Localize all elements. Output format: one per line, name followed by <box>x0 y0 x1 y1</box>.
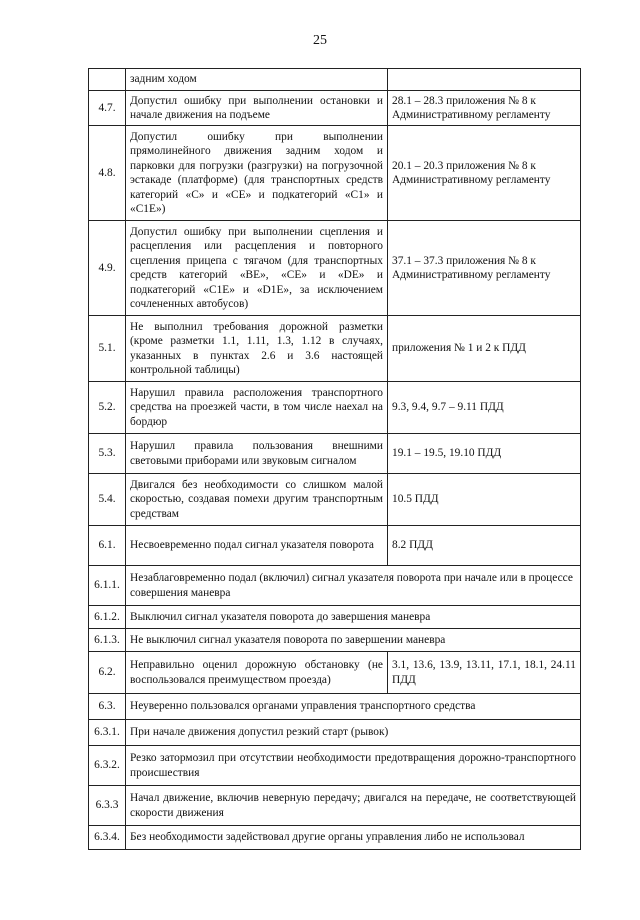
table-row <box>89 826 581 850</box>
table-row <box>89 126 581 221</box>
row-number: 6.1.1. <box>89 566 126 606</box>
row-reference <box>388 69 581 91</box>
row-reference: приложения № 1 и 2 к ПДД <box>388 316 581 382</box>
table-row <box>89 566 581 606</box>
row-number: 5.1. <box>89 316 126 382</box>
row-description: Нарушил правила расположения транспортного средства на проезжей части, в том числе наехал на бордюр <box>126 382 388 434</box>
page-number: 25 <box>313 33 327 48</box>
row-description: Не выполнил требования дорожной разметки (кроме разметки 1.1, 1.11, 1.3, 1.12 в случаях, указанных в пунктах 2.6 и 3.6 настоящей контрольной таблицы) <box>126 316 388 382</box>
table-row <box>89 316 581 382</box>
row-description: При начале движения допустил резкий старт (рывок) <box>126 720 581 746</box>
row-number: 6.3.2. <box>89 746 126 786</box>
violations-table <box>88 68 581 850</box>
table-row <box>89 221 581 316</box>
row-number: 6.1.2. <box>89 606 126 629</box>
table-row <box>89 694 581 720</box>
table-row <box>89 720 581 746</box>
row-description: Нарушил правила пользования внешними световыми приборами или звуковым сигналом <box>126 434 388 474</box>
row-number: 5.2. <box>89 382 126 434</box>
row-reference: 37.1 – 37.3 приложения № 8 к Административному регламенту <box>388 221 581 316</box>
row-description: Без необходимости задействовал другие органы управления либо не использовал <box>126 826 581 850</box>
row-number: 6.1.3. <box>89 629 126 652</box>
table-row <box>89 526 581 566</box>
row-number: 5.4. <box>89 474 126 526</box>
row-reference: 9.3, 9.4, 9.7 – 9.11 ПДД <box>388 382 581 434</box>
row-reference: 28.1 – 28.3 приложения № 8 к Административному регламенту <box>388 91 581 126</box>
table-row <box>89 474 581 526</box>
row-description: Несвоевременно подал сигнал указателя поворота <box>126 526 388 566</box>
row-description: Выключил сигнал указателя поворота до завершения маневра <box>126 606 581 629</box>
table-row <box>89 434 581 474</box>
row-description: Начал движение, включив неверную передачу; двигался на передаче, не соответствующей скорости движения <box>126 786 581 826</box>
row-description: задним ходом <box>126 69 388 91</box>
row-number: 4.7. <box>89 91 126 126</box>
row-description: Резко затормозил при отсутствии необходимости предотвращения дорожно-транспортного происшествия <box>126 746 581 786</box>
row-number: 6.3.4. <box>89 826 126 850</box>
row-description: Допустил ошибку при выполнении прямолинейного движения задним ходом и парковки для погрузки (разгрузки) на погрузочной эстакаде (платформе) (для транспортных средств категорий «С» и «СЕ» и подкатегорий «С1» и «С1Е») <box>126 126 388 221</box>
row-number: 6.3.1. <box>89 720 126 746</box>
row-description: Двигался без необходимости со слишком малой скоростью, создавая помехи другим транспортным средствам <box>126 474 388 526</box>
table-row <box>89 629 581 652</box>
row-number: 6.3. <box>89 694 126 720</box>
row-description: Не выключил сигнал указателя поворота по завершении маневра <box>126 629 581 652</box>
row-number: 4.8. <box>89 126 126 221</box>
row-reference: 19.1 – 19.5, 19.10 ПДД <box>388 434 581 474</box>
row-reference: 10.5 ПДД <box>388 474 581 526</box>
table-row <box>89 69 581 91</box>
row-description: Неуверенно пользовался органами управления транспортного средства <box>126 694 581 720</box>
row-number <box>89 69 126 91</box>
row-number: 6.3.3 <box>89 786 126 826</box>
row-number: 5.3. <box>89 434 126 474</box>
table-row <box>89 382 581 434</box>
row-number: 4.9. <box>89 221 126 316</box>
row-number: 6.2. <box>89 652 126 694</box>
row-description: Неправильно оценил дорожную обстановку (не воспользовался преимуществом проезда) <box>126 652 388 694</box>
row-description: Незаблаговременно подал (включил) сигнал указателя поворота при начале или в процессе совершения маневра <box>126 566 581 606</box>
table-row <box>89 652 581 694</box>
row-reference: 8.2 ПДД <box>388 526 581 566</box>
table-row <box>89 91 581 126</box>
table-row <box>89 746 581 786</box>
row-description: Допустил ошибку при выполнении остановки и начале движения на подъеме <box>126 91 388 126</box>
row-reference: 20.1 – 20.3 приложения № 8 к Административному регламенту <box>388 126 581 221</box>
table-row <box>89 786 581 826</box>
row-number: 6.1. <box>89 526 126 566</box>
row-description: Допустил ошибку при выполнении сцепления и расцепления или расцепления и повторного сцепления прицепа с тягачом (для транспортных средств категорий «ВЕ», «СЕ» и «DE» и подкатегорий «С1Е» и «D1E», за исключением сочлененных автобусов) <box>126 221 388 316</box>
row-reference: 3.1, 13.6, 13.9, 13.11, 17.1, 18.1, 24.11 ПДД <box>388 652 581 694</box>
table-row <box>89 606 581 629</box>
